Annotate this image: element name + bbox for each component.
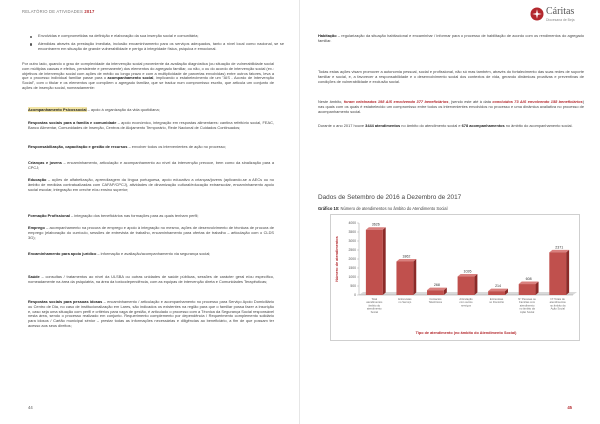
category-label: Articulação com outros serviços — [459, 298, 473, 308]
section-psicossocial: Acompanhamento Psicossocial – apoio à organização da vida quotidiana; — [28, 107, 160, 112]
section-idosos: Respostas sociais para pessoas idosas – encaminhamento / articulação e acompanhamento no processo para Serviço Apoio Domiciliário ou Centro de Dia, no caso de institucionalização em Lares, são indicados os existentes na região para que o familiar possa fazer a inscrição e, caso seja uma situação com perfil e critérios para vaga de gestão, é articulado o processo com a Técnica da Segurança Social responsável nesta área, sendo o processo realizado em conjunto. Requerimento complemento por dependência / Requerimento complemento solidário para idosos / Cartão municipal sénior – prestar todas as informações necessárias e diligências ao beneficiário, a fim de que possam ter acesso aos seus direitos; — [28, 299, 275, 328]
bar-top — [458, 274, 478, 277]
bar — [549, 252, 566, 295]
caritas-logo — [530, 6, 590, 26]
y-tick-label: 1000 — [348, 275, 356, 280]
y-tick-label: 0 — [354, 293, 356, 298]
bar-side — [383, 227, 386, 295]
bar-value-label: 214 — [495, 284, 502, 289]
bar-value-label: 3626 — [371, 222, 380, 227]
bar-chart — [330, 214, 580, 341]
paragraph-atendimentos: Durante o ano 2017 houve 3444 atendimentos no âmbito do atendimento social e 678 acompanhamentos no âmbito do acompanhamento social. — [318, 123, 573, 128]
bar-value-label: 1862 — [402, 254, 411, 259]
bar-top — [519, 282, 539, 285]
intro-paragraph: Por outro lado, quando o grau de complexidade da intervenção social proveniente da avaliação diagnóstica (ou situação de vulnerabilidade social com múltiplas causas e efeitos, persistente e permanente) dos elementos do agregado familiar, ou não, o ou do acordo de intervenção social (ex.: objetivos de intervenção social com ações de médio ou longo prazo e com a multiplicidade de parcerias envolvidas) entre outros fatores, leva a que o processo individual familiar passe para o acompanhamento social, implicando o estabelecimento de um "AIS - Acordo de Intervenção Social", com o titular e os elementos que compõem o agregado familiar, que se traduz num compromisso escrito, que articula um conjunto de ações de inserção social, nomeadamente: — [22, 61, 275, 90]
bar-top — [396, 259, 416, 262]
bar-side — [566, 250, 569, 295]
section-saude: Saúde – consultas / tratamentos ao nível da ULSBA ou outras unidades de saúde públicas, sessões de carácter geral e/ou específico, nomeadamente na área da psiquiatria, na área da toxicodependência, com as equipas de intervenção direta e Comunidades Terapêuticas; — [28, 274, 274, 284]
category-label: Entrevistas no Serviço — [398, 298, 412, 305]
caritas-cross-icon — [530, 7, 544, 21]
bar — [458, 277, 475, 295]
bar-value-label: 268 — [433, 283, 440, 288]
page-number-left: 44 — [28, 405, 33, 410]
bar-top — [427, 288, 447, 291]
category-label: Nº Pessoas ou Famílias com atendimento no âmbito da Ação Social — [518, 298, 537, 314]
bullet-item: Envolvidas e comprometidas na definição e elaboração da sua inserção social e comunitária; — [28, 34, 284, 39]
running-head-title: RELATÓRIO DE ATIVIDADES — [22, 9, 83, 14]
paragraph-ais: Neste âmbito, foram celebrados 198 AIS envolvendo 377 beneficiários, (sendo este até à data concluídos 73 AIS envolvendo 158 beneficiários) nas quais com os quais é estabelecido um compromisso entre todos os intervenientes envolvidos no processo e uma dinâmica avaliativa no processo de acompanhamento social. — [318, 99, 584, 114]
section-juridico: Encaminhamento para apoio jurídico – informação e avaliação/acompanhamento via segurança social; — [28, 251, 211, 256]
bar — [427, 290, 444, 295]
y-tick-label: 3000 — [348, 239, 356, 244]
y-tick-label: 2500 — [348, 248, 356, 253]
bullet-list — [28, 34, 284, 54]
y-tick-label: 3500 — [348, 230, 356, 235]
section-formacao: Formação Profissional – integração dos beneficiários nas formações para as quais tenham perfil; — [28, 213, 199, 218]
y-tick-label: 1500 — [348, 266, 356, 271]
section-habitacao: Habitação – regularização da situação habitacional e encaminhar / informar para o processo de habilitação de acordo com os rendimentos do agregado familiar. — [318, 33, 584, 43]
bar-value-label: 2371 — [555, 245, 564, 250]
bar-value-label: 1026 — [463, 269, 472, 274]
bar-top — [549, 250, 569, 253]
category-label: Contactos Telefónicos — [428, 298, 443, 305]
bullet-item: Atendidas através da prestação imediata, inclusão encaminhamento para os serviços adequados, tanto a nível local como nacional, se se encontrarem em situação de grande vulnerabilidade e perigo à integridade física, psíquica e emocional. — [28, 42, 284, 52]
bar — [488, 291, 505, 295]
y-tick-label: 500 — [350, 284, 356, 289]
y-axis-label: Número de atendimentos — [335, 236, 339, 282]
intro-bold: acompanhamento social — [107, 75, 154, 81]
category-label: Entrevistas no Domicílio — [489, 298, 504, 305]
data-period-heading: Dados de Setembro de 2016 a Dezembro de 2017 — [318, 194, 462, 201]
bar-value-label: 608 — [525, 277, 532, 282]
section-educacao: Educação – ações de alfabetização, aprendizagem da língua portuguesa, apoio educativo a crianças/jovens (aplicando-se a AECs ou no âmbito de medidas contratualizadas com CAFAP/CPCJ), atividades de dinamização cultural/educação extraescolar, encaminhamento apoio social escolar, integração em creche e/ou ensino superior; — [28, 177, 274, 192]
bar — [366, 230, 383, 295]
running-head-year: 2017 — [84, 9, 95, 14]
bar-top — [366, 227, 386, 230]
section-responsabilizacao: Responsabilização, capacitação e gestão de recursos – envolver todos os intervenientes de ação no processo; — [28, 144, 226, 149]
bar-chart-svg — [331, 215, 579, 340]
section-criancas: Crianças e jovens – encaminhamento, articulação e acompanhamento ao nível da intervenção precoce, bem como da sinalização para a CPCJ; — [28, 160, 274, 170]
bar — [519, 284, 536, 295]
section-emprego: Emprego – acompanhamento na procura de emprego e apoio à integração no mesmo, ações de desenvolvimento de técnicas de procura de emprego (elaboração do currículo, sessões de entrevista de trabalho, encaminhamento para ofertas de trabalho – articulação com o CLDS 3G); — [28, 225, 274, 240]
y-tick-label: 4000 — [348, 221, 356, 226]
page-number-right: 45 — [567, 405, 572, 410]
right-page — [300, 0, 600, 424]
bar-side — [413, 259, 416, 295]
y-tick-label: 2000 — [348, 257, 356, 262]
category-label: Nº Totais de atendimentos no âmbito da Ação Social — [549, 298, 566, 311]
x-axis-label: Tipo de atendimento (no âmbito do Atendimento Social) — [415, 331, 517, 335]
paragraph-acoes: Todas estas ações visam promover a autonomia pessoal, social e profissional, não só mas também, através do fortalecimento das suas redes de suporte familiar e social, e, a favorecer a responsabilidade e o desenvolvimento social dos contextos de vida, gerando dinâmicas proativas e preventivas de condições de vulnerabilidade e exclusão social. — [318, 69, 584, 84]
category-label: Total atendimentos âmbito do atendimento Social — [366, 298, 383, 314]
logo-subtitle: Diocesana de Beja — [546, 18, 575, 22]
chart-caption: Gráfico 10: Número de atendimentos no âmbito do Atendimento Social — [318, 206, 448, 211]
logo-brand: Cáritas — [546, 6, 575, 17]
section-familia: Respostas sociais para a família e comunidade – apoio económico, integração em respostas alimentares: cantina refeitório social, FEAC, Banco Alimentar, Comunidades de Inserção, Centros de Alojamento Temporário, Rede Nacional de Cuidados Continuados; — [28, 120, 274, 130]
bar-top — [488, 289, 508, 292]
bar — [396, 261, 413, 295]
running-head — [22, 9, 95, 14]
bar-side — [474, 274, 477, 295]
